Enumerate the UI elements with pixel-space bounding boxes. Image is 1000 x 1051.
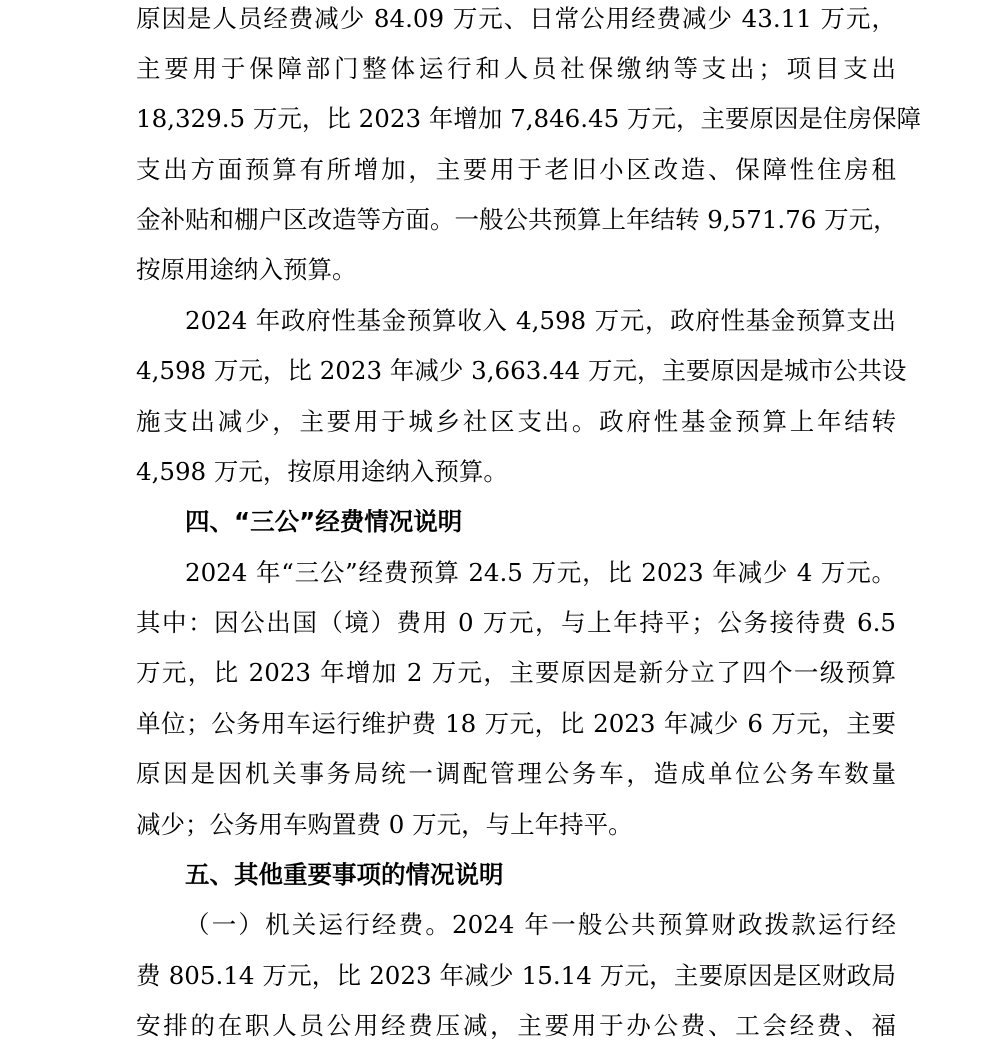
section-heading: 五、其他重要事项的情况说明: [185, 860, 504, 889]
paragraph-line: 4,598 万元，按原用途纳入预算。: [136, 457, 508, 486]
paragraph-line: 费 805.14 万元，比 2023 年减少 15.14 万元，主要原因是区财政局: [136, 961, 896, 990]
paragraph-line: 单位；公务用车运行维护费 18 万元，比 2023 年减少 6 万元，主要: [136, 709, 896, 738]
paragraph-line: 主要用于保障部门整体运行和人员社保缴纳等支出；项目支出: [136, 54, 896, 83]
paragraph-line: 金补贴和棚户区改造等方面。一般公共预算上年结转 9,571.76 万元，: [136, 205, 898, 234]
paragraph-line: （一）机关运行经费。2024 年一般公共预算财政拨款运行经: [185, 910, 896, 939]
paragraph-line: 减少；公务用车购置费 0 万元，与上年持平。: [136, 810, 633, 839]
paragraph-line: 2024 年政府性基金预算收入 4,598 万元，政府性基金预算支出: [185, 306, 896, 335]
paragraph-line: 其中：因公出国（境）费用 0 万元，与上年持平；公务接待费 6.5: [136, 608, 896, 637]
paragraph-line: 4,598 万元，比 2023 年减少 3,663.44 万元，主要原因是城市公共设: [136, 356, 907, 385]
section-heading: 四、“三公”经费情况说明: [185, 507, 463, 536]
paragraph-line: 原因是人员经费减少 84.09 万元、日常公用经费减少 43.11 万元，: [136, 4, 896, 33]
paragraph-line: 原因是因机关事务局统一调配管理公务车，造成单位公务车数量: [136, 759, 896, 788]
paragraph-line: 施支出减少，主要用于城乡社区支出。政府性基金预算上年结转: [136, 407, 896, 436]
paragraph-line: 支出方面预算有所增加，主要用于老旧小区改造、保障性住房租: [136, 155, 896, 184]
paragraph-line: 2024 年“三公”经费预算 24.5 万元，比 2023 年减少 4 万元。: [185, 558, 896, 587]
paragraph-line: 万元，比 2023 年增加 2 万元，主要原因是新分立了四个一级预算: [136, 658, 896, 687]
paragraph-line: 18,329.5 万元，比 2023 年增加 7,846.45 万元，主要原因是住房保障: [136, 104, 921, 133]
paragraph-line: 安排的在职人员公用经费压减，主要用于办公费、工会经费、福: [136, 1011, 896, 1040]
paragraph-line: 按原用途纳入预算。: [136, 255, 357, 284]
